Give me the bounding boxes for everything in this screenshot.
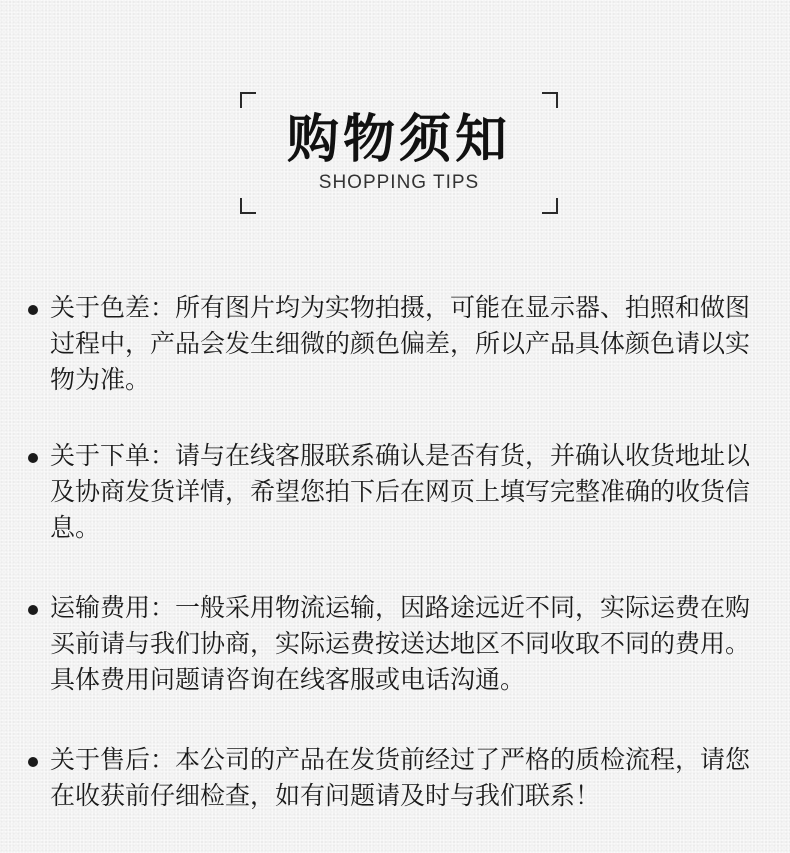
header-frame	[240, 92, 558, 214]
corner-bracket-bottom-right	[542, 198, 558, 214]
page-title: 购物须知	[286, 110, 511, 170]
tip-text: 关于色差：所有图片均为实物拍摄，可能在显示器、拍照和做图过程中，产品会发生细微的颜色偏差，所以产品具体颜色请以实物为准。	[50, 293, 751, 394]
corner-bracket-top-right	[542, 92, 558, 108]
bullet-dot-icon	[28, 605, 38, 615]
bullet-dot-icon	[28, 757, 38, 767]
bullet-dot-icon	[28, 305, 38, 315]
tip-text: 关于售后：本公司的产品在发货前经过了严格的质检流程，请您在收获前仔细检查，如有问题请及时与我们联系！	[50, 745, 751, 810]
tip-text: 运输费用：一般采用物流运输，因路途远近不同，实际运费在购买前请与我们协商，实际运费按送达地区不同收取不同的费用。具体费用问题请咨询在线客服或电话沟通。	[50, 593, 751, 694]
page-subtitle: SHOPPING TIPS	[318, 172, 480, 193]
corner-bracket-bottom-left	[240, 198, 256, 214]
corner-bracket-top-left	[240, 92, 256, 108]
tip-text: 关于下单：请与在线客服联系确认是否有货，并确认收货地址以及协商发货详情，希望您拍下后在网页上填写完整准确的收货信息。	[50, 441, 751, 542]
bullet-dot-icon	[28, 453, 38, 463]
